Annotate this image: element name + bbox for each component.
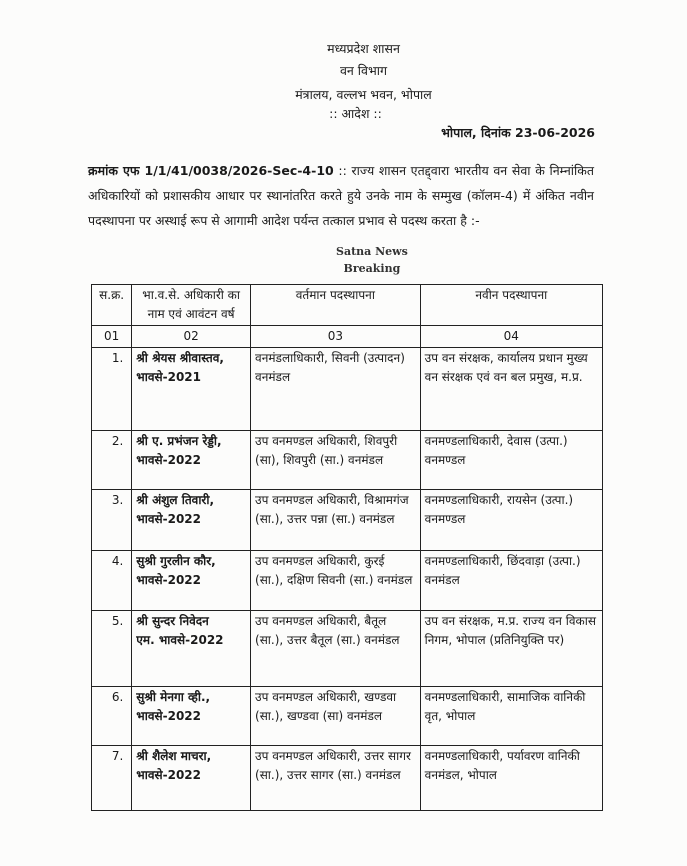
serial-number: 5. bbox=[92, 611, 132, 687]
header-department: वन विभाग bbox=[339, 63, 388, 78]
new-posting: वनमण्डलाधिकारी, रायसेन (उत्पा.) वनमण्डल bbox=[420, 490, 602, 551]
current-posting: वनमंडलाधिकारी, सिवनी (उत्पादन) वनमंडल bbox=[251, 348, 421, 431]
officer-cell bbox=[132, 348, 251, 431]
current-posting: उप वनमण्डल अधिकारी, कुरई (सा.), दक्षिण सिवनी (सा.) वनमंडल bbox=[251, 551, 421, 611]
header-order-title: :: आदेश :: bbox=[329, 106, 382, 121]
officer-batch: भावसे-2022 bbox=[136, 709, 201, 723]
officer-name: सुश्री गुरलीन कौर, bbox=[136, 554, 216, 568]
table-row bbox=[92, 687, 603, 746]
watermark-line-2: Breaking bbox=[343, 262, 401, 275]
order-body-text: :: राज्य शासन एतद्द्वारा भारतीय वन सेवा के निम्नांकित अधिकारियों को प्रशासकीय आधार पर स्थानांतरित करते हुये उनके नाम के सम्मुख (कॉलम-4) में अंकित नवीन पदस्थापना पर अस्थाई रूप से आगामी आदेश पर्यन्त तत्काल प्रभाव से पदस्थ करता है :- bbox=[88, 163, 594, 228]
col-number: 03 bbox=[251, 326, 421, 348]
table-row bbox=[92, 551, 603, 611]
table-row bbox=[92, 611, 603, 687]
new-posting: वनमण्डलाधिकारी, सामाजिक वानिकी वृत, भोपाल bbox=[420, 687, 602, 746]
col-number: 04 bbox=[420, 326, 602, 348]
officer-cell bbox=[132, 611, 251, 687]
col-number: 01 bbox=[92, 326, 132, 348]
serial-number: 6. bbox=[92, 687, 132, 746]
column-number-row bbox=[92, 326, 603, 348]
order-paragraph bbox=[88, 158, 594, 233]
table-row bbox=[92, 431, 603, 490]
officer-cell bbox=[132, 746, 251, 811]
header-new-posting: नवीन पदस्थापना bbox=[420, 285, 602, 326]
officer-cell bbox=[132, 431, 251, 490]
current-posting: उप वनमण्डल अधिकारी, उत्तर सागर (सा.), उत्तर सागर (सा.) वनमंडल bbox=[251, 746, 421, 811]
officer-batch: भावसे-2022 bbox=[136, 512, 201, 526]
serial-number: 4. bbox=[92, 551, 132, 611]
officer-name: श्री श्रेयस श्रीवास्तव, bbox=[136, 351, 224, 365]
table-row bbox=[92, 746, 603, 811]
officer-name: श्री ए. प्रभंजन रेड्डी, bbox=[136, 434, 222, 448]
officer-batch: भावसे-2022 bbox=[136, 573, 201, 587]
officer-name: श्री शैलेश माचरा, bbox=[136, 749, 212, 763]
table-header-row bbox=[92, 285, 603, 326]
new-posting: वनमण्डलाधिकारी, देवास (उत्पा.) वनमण्डल bbox=[420, 431, 602, 490]
officer-name: श्री सुन्दर निवेदन bbox=[136, 614, 209, 628]
serial-number: 2. bbox=[92, 431, 132, 490]
officer-name: श्री अंशुल तिवारी, bbox=[136, 493, 215, 507]
new-posting: उप वन संरक्षक, म.प्र. राज्य वन विकास निगम, भोपाल (प्रतिनियुक्ति पर) bbox=[420, 611, 602, 687]
table-row bbox=[92, 348, 603, 431]
current-posting: उप वनमण्डल अधिकारी, बैतूल (सा.), उत्तर बैतूल (सा.) वनमंडल bbox=[251, 611, 421, 687]
current-posting: उप वनमण्डल अधिकारी, शिवपुरी (सा), शिवपुरी (सा.) वनमंडल bbox=[251, 431, 421, 490]
serial-number: 1. bbox=[92, 348, 132, 431]
officer-cell bbox=[132, 687, 251, 746]
table-row bbox=[92, 490, 603, 551]
current-posting: उप वनमण्डल अधिकारी, खण्डवा (सा.), खण्डवा (सा) वनमंडल bbox=[251, 687, 421, 746]
officer-batch: भावसे-2022 bbox=[136, 453, 201, 467]
watermark-line-1: Satna News bbox=[336, 245, 408, 258]
serial-number: 7. bbox=[92, 746, 132, 811]
officer-batch: भावसे-2021 bbox=[136, 370, 201, 384]
serial-number: 3. bbox=[92, 490, 132, 551]
officer-cell bbox=[132, 551, 251, 611]
officer-batch: एम. भावसे-2022 bbox=[136, 633, 224, 647]
header-address: मंत्रालय, वल्लभ भवन, भोपाल bbox=[295, 87, 432, 102]
header-officer: भा.व.से. अधिकारी का नाम एवं आवंटन वर्ष bbox=[132, 285, 251, 326]
header-current-posting: वर्तमान पदस्थापना bbox=[251, 285, 421, 326]
current-posting: उप वनमण्डल अधिकारी, विश्रामगंज (सा.), उत्तर पन्ना (सा.) वनमंडल bbox=[251, 490, 421, 551]
watermark-text bbox=[336, 243, 408, 277]
date-line: भोपाल, दिनांक 23-06-2026 bbox=[441, 125, 595, 140]
order-number: क्रमांक एफ 1/1/41/0038/2026-Sec-4-10 bbox=[88, 163, 334, 178]
new-posting: वनमण्डलाधिकारी, छिंदवाड़ा (उत्पा.) वनमंडल bbox=[420, 551, 602, 611]
officer-name: सुश्री मेनगा व्ही., bbox=[136, 690, 211, 704]
new-posting: उप वन संरक्षक, कार्यालय प्रधान मुख्य वन संरक्षक एवं वन बल प्रमुख, म.प्र. bbox=[420, 348, 602, 431]
officer-batch: भावसे-2022 bbox=[136, 768, 201, 782]
officer-cell bbox=[132, 490, 251, 551]
new-posting: वनमण्डलाधिकारी, पर्यावरण वानिकी वनमंडल, भोपाल bbox=[420, 746, 602, 811]
transfer-table bbox=[91, 284, 603, 811]
header-govt: मध्यप्रदेश शासन bbox=[327, 41, 400, 56]
col-number: 02 bbox=[132, 326, 251, 348]
header-serial: स.क्र. bbox=[92, 285, 132, 326]
